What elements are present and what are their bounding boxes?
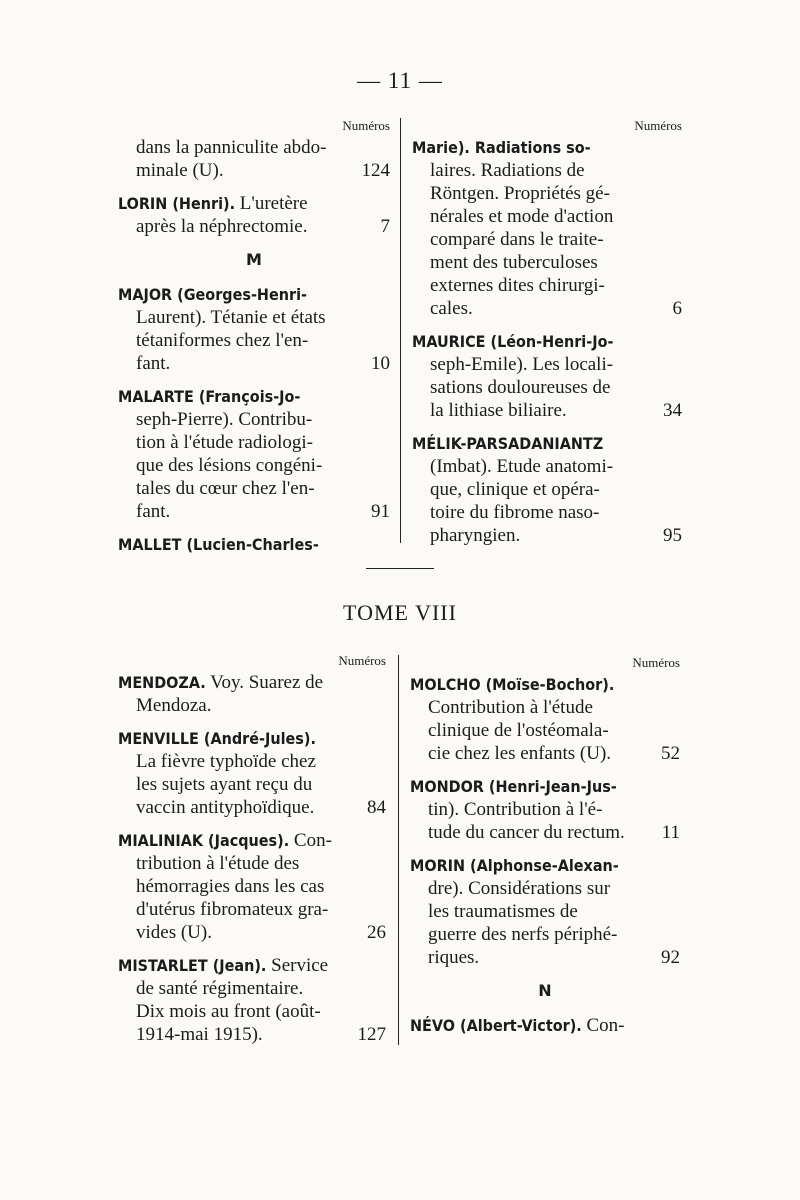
- entry-number: 52: [661, 743, 680, 764]
- index-entry: MENDOZA. Voy. Suarez de Mendoza.: [118, 672, 324, 716]
- entry-number: 34: [663, 400, 682, 421]
- index-entry: MÉLIK-PARSADANIANTZ (Imbat). Etude anatomi- que, clinique et opéra- toire du fibrome naso- pharyngien. 95: [412, 434, 682, 546]
- index-entry: LORIN (Henri). L'uretère après la néphrectomie. 7: [118, 193, 390, 237]
- author-name: MALLET (Lucien-Charles-: [118, 535, 319, 554]
- author-name: MIALINIAK (Jacques).: [118, 831, 290, 850]
- tome-title: TOME VIII: [343, 600, 457, 625]
- entry-number: 26: [367, 922, 386, 943]
- author-name: MENVILLE (André-Jules).: [118, 729, 316, 748]
- author-name: LORIN (Henri).: [118, 194, 236, 213]
- entry-number: 84: [367, 797, 386, 818]
- entry-number: 124: [361, 160, 390, 181]
- column-header: Numéros: [338, 653, 386, 668]
- author-name: MENDOZA.: [118, 673, 206, 692]
- entry-number: 11: [661, 822, 680, 843]
- column-divider: [398, 655, 399, 1045]
- author-name: MAURICE (Léon-Henri-Jo-: [412, 332, 614, 351]
- index-entry: MAJOR (Georges-Henri- Laurent). Tétanie et états tétaniformes chez l'en- fant. 10: [118, 285, 390, 374]
- index-entry: MENVILLE (André-Jules). La fièvre typhoïde chez les sujets ayant reçu du vaccin antityphoïdique. 84: [118, 729, 386, 818]
- author-name: MONDOR (Henri-Jean-Jus-: [410, 777, 617, 796]
- section-letter: N: [538, 981, 552, 1000]
- bottom-right-column: [410, 655, 680, 1047]
- author-name: MISTARLET (Jean).: [118, 956, 267, 975]
- entry-number: 6: [672, 298, 682, 319]
- index-entry: Marie). Radiations so- laires. Radiations de Röntgen. Propriétés gé- nérales et mode d'action comparé dans le traite- ment des tuberculoses externes dites chirurgi- cales. 6: [412, 138, 682, 319]
- index-entry: MISTARLET (Jean). Service de santé régimentaire. Dix mois au front (août- 1914-mai 1915). 127: [118, 955, 386, 1045]
- index-entry: [118, 533, 390, 556]
- entry-number: 7: [380, 216, 390, 237]
- entry-number: 92: [661, 947, 680, 968]
- column-header: Numéros: [342, 118, 390, 133]
- column-header: Numéros: [634, 118, 682, 133]
- index-entry: MAURICE (Léon-Henri-Jo- seph-Emile). Les locali- sations douloureuses de la lithiase biliaire. 34: [412, 332, 682, 421]
- index-entry: MONDOR (Henri-Jean-Jus- tin). Contribution à l'é- tude du cancer du rectum. 11: [410, 777, 680, 843]
- section-rule: [366, 568, 434, 569]
- index-entry: NÉVO (Albert-Victor). Con-: [410, 1015, 625, 1036]
- author-name: MOLCHO (Moïse-Bochor).: [410, 675, 615, 694]
- author-name: MALARTE (François-Jo-: [118, 387, 301, 406]
- index-entry: MALARTE (François-Jo- seph-Pierre). Contribu- tion à l'étude radiologi- que des lésions congéni- tales du cœur chez l'en- fant. 91: [118, 387, 390, 522]
- index-entry: dans la panniculite abdo- minale (U). 124: [136, 137, 390, 181]
- entry-number: 127: [357, 1024, 386, 1045]
- entry-number: 91: [371, 501, 390, 522]
- page-number: — 11 —: [357, 68, 443, 93]
- entry-number: 10: [371, 353, 390, 374]
- author-name: MAJOR (Georges-Henri-: [118, 285, 307, 304]
- index-entry: MIALINIAK (Jacques). Con- tribution à l'étude des hémorragies dans les cas d'utérus fibromateux gra- vides (U). 26: [118, 830, 386, 943]
- entry-number: 95: [663, 525, 682, 546]
- author-name: Marie). Radiations so-: [412, 138, 591, 157]
- section-letter: M: [246, 250, 262, 269]
- author-name: MÉLIK-PARSADANIANTZ: [412, 434, 604, 453]
- column-header: Numéros: [632, 655, 680, 670]
- author-name: MORIN (Alphonse-Alexan-: [410, 856, 619, 875]
- top-right-column: [412, 118, 682, 557]
- column-divider: [400, 118, 401, 543]
- index-entry: MORIN (Alphonse-Alexan- dre). Considérations sur les traumatismes de guerre des nerfs périphé- riques. 92: [410, 856, 680, 968]
- top-left-column: [118, 118, 390, 566]
- author-name: NÉVO (Albert-Victor).: [410, 1016, 582, 1035]
- bottom-left-column: [118, 653, 386, 1056]
- index-entry: MOLCHO (Moïse-Bochor). Contribution à l'étude clinique de l'ostéomala- cie chez les enfants (U). 52: [410, 675, 680, 764]
